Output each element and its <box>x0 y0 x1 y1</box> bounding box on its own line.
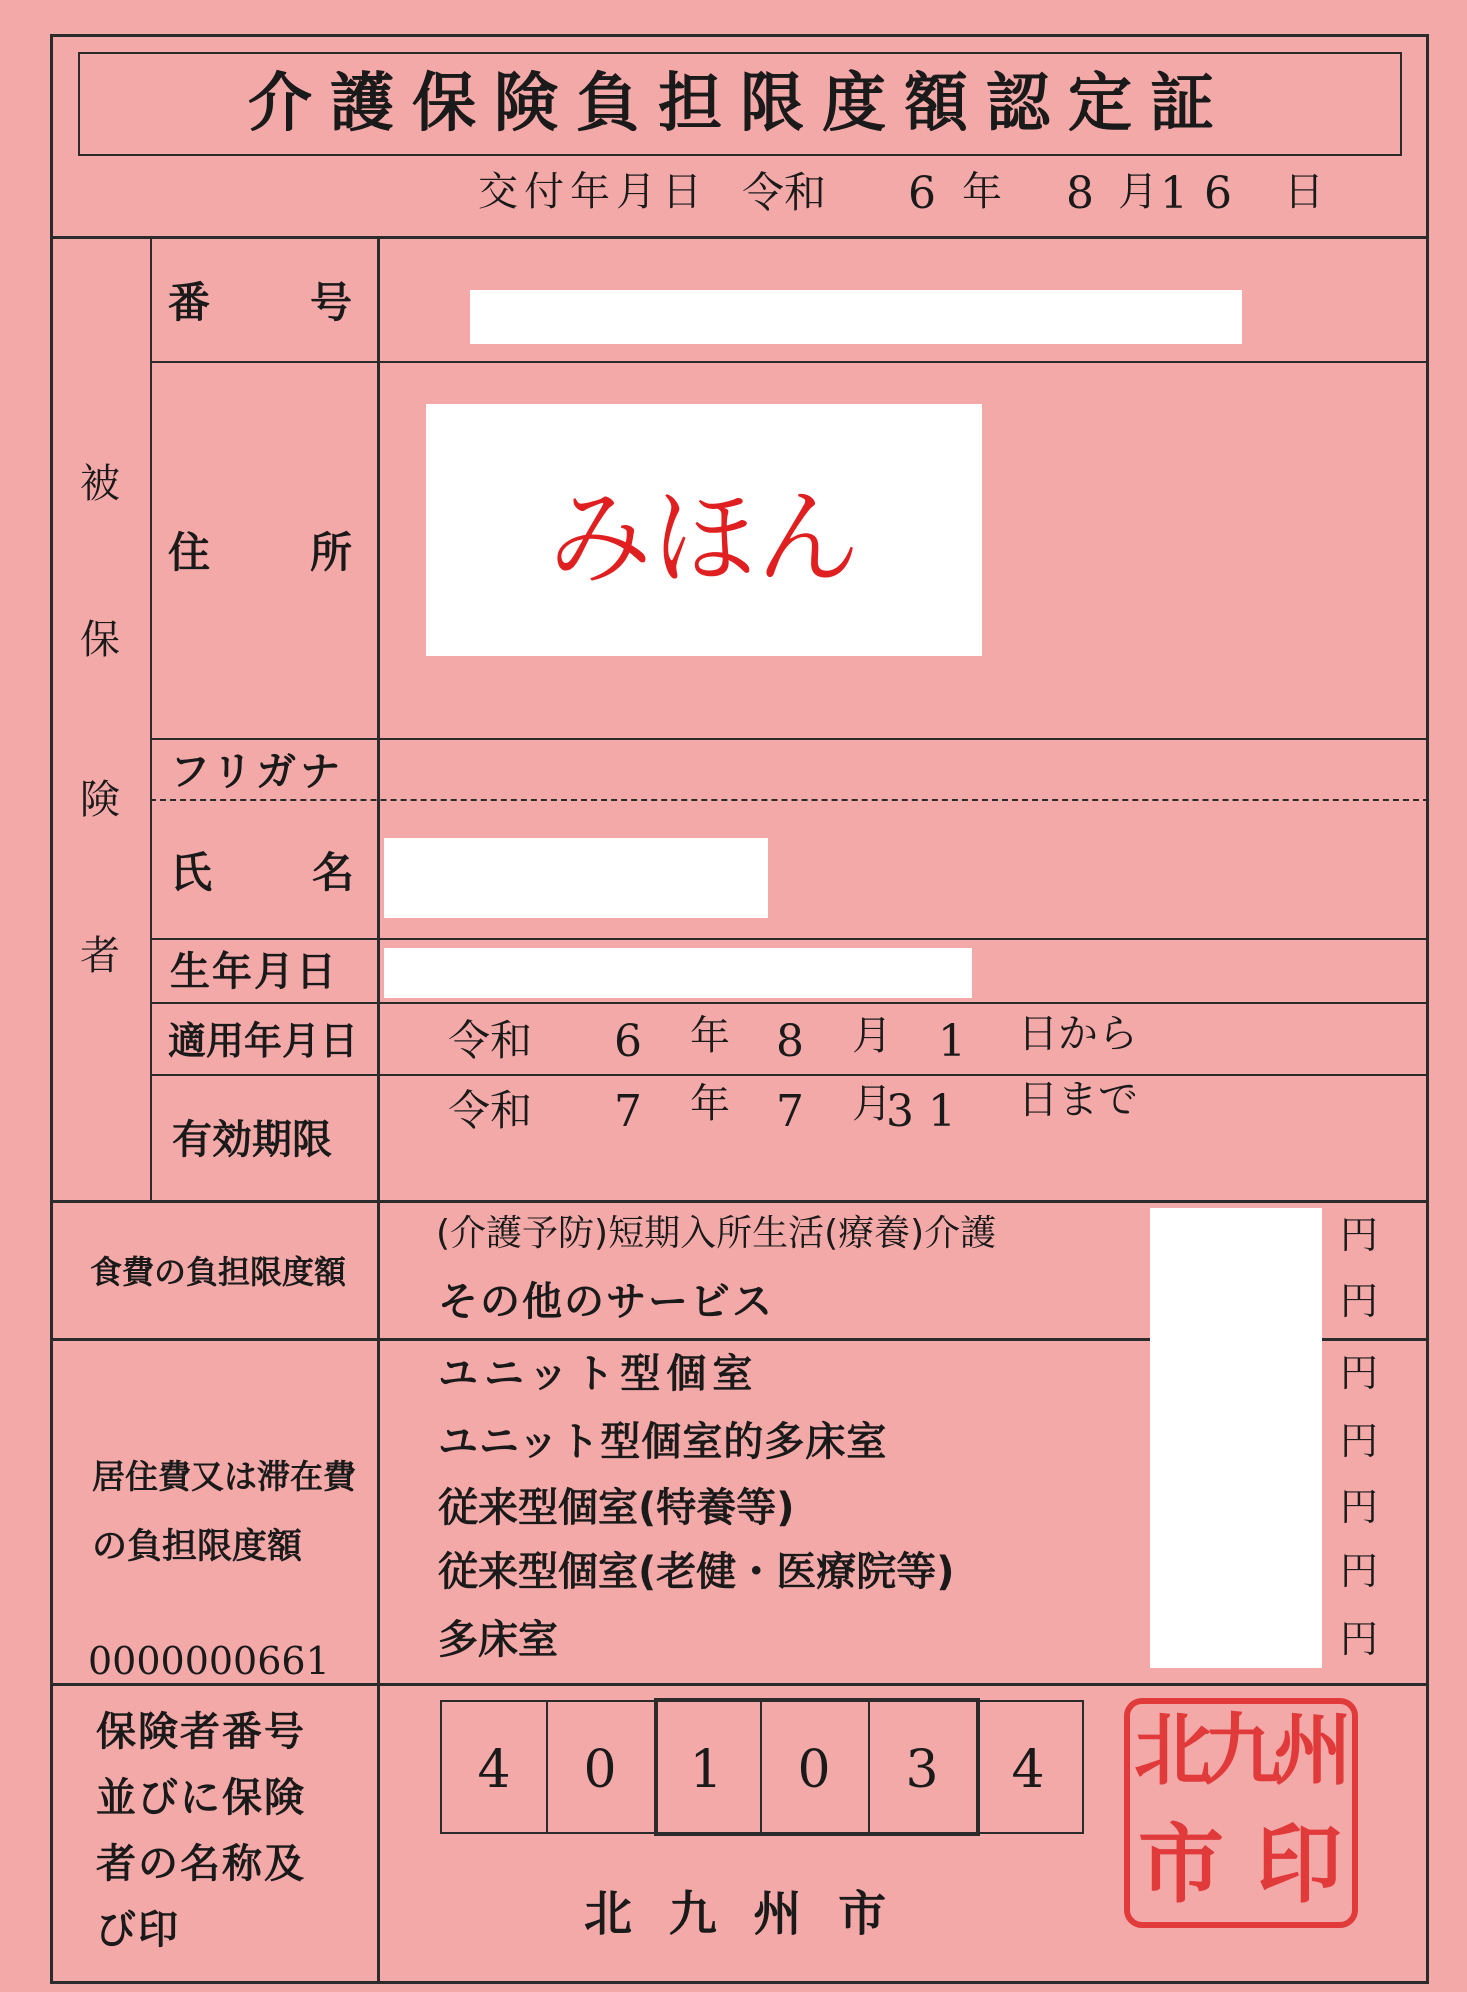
insurer-digit-2: 0 <box>583 1740 617 1800</box>
address-label-char-1: 住 <box>168 528 211 577</box>
housing-unit-5: 円 <box>1340 1617 1379 1661</box>
birth-redaction <box>384 948 972 998</box>
row-line-address <box>150 738 1429 740</box>
issue-year-unit: 年 <box>962 169 1002 215</box>
frame-top <box>50 34 1429 37</box>
food-item-short-stay: (介護予防)短期入所生活(療養)介護 <box>436 1213 997 1254</box>
housing-item-multi-bed: 多床室 <box>438 1617 558 1663</box>
insured-section-char-1: 被 <box>80 461 120 507</box>
housing-unit-4: 円 <box>1340 1549 1379 1593</box>
issue-day-unit: 日 <box>1284 169 1324 215</box>
digit-divider-5 <box>976 1700 978 1834</box>
seal-char-kita: 北 <box>1134 1706 1213 1796</box>
row-line-insured-top <box>50 236 1429 239</box>
issue-month: 8 <box>1066 168 1094 219</box>
applicable-era: 令和 <box>448 1016 533 1065</box>
page-title: 介護保険負担限度額認定証 <box>248 67 1232 141</box>
frame-left <box>50 34 53 1984</box>
sample-stamp-text: みほん <box>547 477 860 599</box>
housing-serial-number: 0000000661 <box>88 1639 330 1683</box>
validity-month-unit: 月 <box>852 1081 892 1127</box>
applicable-day: 1 <box>938 1016 966 1067</box>
digit-divider-1 <box>546 1700 548 1834</box>
name-redaction <box>384 838 768 918</box>
insurer-name: 北 九 州 市 <box>584 1886 897 1942</box>
applicable-month: 8 <box>776 1016 804 1067</box>
housing-item-conventional-roken: 従来型個室(老健・医療院等) <box>438 1549 955 1595</box>
housing-item-unit-semi-private: ユニット型個室的多床室 <box>438 1419 888 1465</box>
housing-label-line-2: の負担限度額 <box>92 1527 303 1567</box>
applicable-month-unit: 月 <box>852 1013 892 1059</box>
validity-label: 有効期限 <box>172 1117 332 1163</box>
row-line-name <box>150 938 1429 940</box>
applicable-year: 6 <box>614 1016 642 1067</box>
seal-char-shu: 州 <box>1274 1706 1353 1796</box>
validity-era: 令和 <box>448 1086 533 1135</box>
amount-redaction <box>1150 1208 1322 1668</box>
row-line-validity <box>50 1200 1429 1203</box>
birth-label: 生年月日 <box>170 949 338 995</box>
issue-year: 6 <box>908 168 936 219</box>
housing-item-conventional-tokuyou: 従来型個室(特養等) <box>438 1485 795 1531</box>
housing-unit-2: 円 <box>1340 1419 1379 1463</box>
seal-char-kyu: 九 <box>1204 1706 1283 1796</box>
number-label-char-2: 号 <box>310 278 353 327</box>
col-line-section <box>150 236 152 1202</box>
address-label-char-2: 所 <box>310 528 353 577</box>
insurer-digit-6: 4 <box>1011 1740 1045 1800</box>
insurer-label-line-1: 保険者番号 <box>96 1709 306 1755</box>
seal-char-shi: 市 <box>1138 1815 1224 1915</box>
digit-divider-4 <box>868 1700 870 1834</box>
row-line-applicable <box>150 1074 1429 1076</box>
furigana-label: フリガナ <box>170 749 344 795</box>
issue-month-unit: 月 <box>1118 169 1158 215</box>
digit-divider-3 <box>760 1700 762 1834</box>
number-label-char-1: 番 <box>168 278 211 327</box>
housing-item-unit-private: ユニット型個室 <box>438 1351 759 1397</box>
digit-divider-2 <box>654 1700 656 1834</box>
row-line-housing <box>50 1683 1429 1686</box>
name-label-char-2: 名 <box>312 848 355 897</box>
housing-label-line-1: 居住費又は滞在費 <box>92 1457 356 1496</box>
insured-section-char-2: 保 <box>80 617 120 663</box>
validity-year: 7 <box>614 1086 642 1137</box>
frame-bottom <box>50 1981 1429 1984</box>
insurer-digit-1: 4 <box>477 1740 511 1800</box>
col-line-label <box>377 236 380 1983</box>
row-line-birth <box>150 1002 1429 1004</box>
validity-day: 31 <box>886 1086 970 1137</box>
number-redaction <box>470 290 1242 344</box>
insurer-digit-5: 3 <box>905 1740 939 1800</box>
food-label: 食費の負担限度額 <box>90 1253 347 1291</box>
housing-unit-3: 円 <box>1340 1485 1379 1529</box>
food-unit-1: 円 <box>1340 1213 1379 1257</box>
row-line-number <box>150 361 1429 363</box>
insurer-label-line-4: び印 <box>96 1907 180 1953</box>
insurer-label-line-3: 者の名称及 <box>96 1841 306 1887</box>
validity-suffix: 日まで <box>1018 1077 1138 1123</box>
issue-era: 令和 <box>742 168 827 217</box>
food-item-other: その他のサービス <box>438 1279 774 1325</box>
seal-char-in: 印 <box>1256 1815 1342 1915</box>
insured-section-char-3: 険 <box>80 777 120 823</box>
applicable-label: 適用年月日 <box>168 1019 359 1063</box>
insurer-digit-4: 0 <box>797 1740 831 1800</box>
insurer-label-line-2: 並びに保険 <box>96 1775 306 1821</box>
applicable-suffix: 日から <box>1018 1011 1138 1057</box>
insurer-digit-3: 1 <box>689 1740 723 1800</box>
frame-right <box>1426 34 1429 1984</box>
row-line-furigana <box>150 799 1429 801</box>
validity-year-unit: 年 <box>690 1081 730 1127</box>
food-unit-2: 円 <box>1340 1279 1379 1323</box>
name-label-char-1: 氏 <box>170 848 213 897</box>
applicable-year-unit: 年 <box>690 1013 730 1059</box>
issue-date-label: 交付年月日 <box>478 169 708 215</box>
insured-section-char-4: 者 <box>80 933 120 979</box>
issue-day: 16 <box>1160 168 1248 219</box>
validity-month: 7 <box>776 1086 804 1137</box>
housing-unit-1: 円 <box>1340 1351 1379 1395</box>
